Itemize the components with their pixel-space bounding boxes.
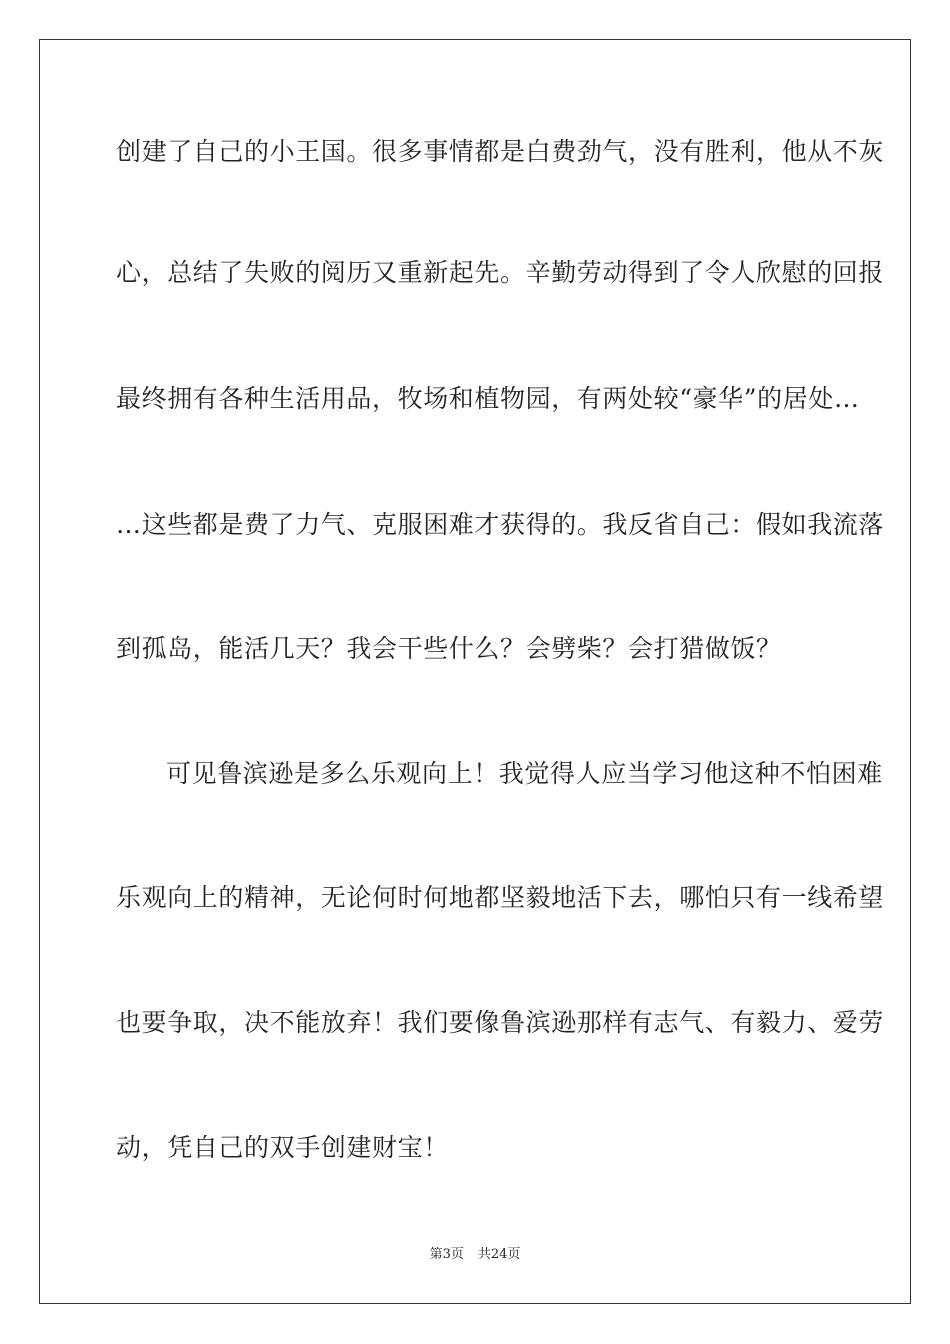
page-number: 第3页 [429,1247,464,1262]
paragraph-line: …这些都是费了力气、克服困难才获得的。我反省自己：假如我流落 [116,510,885,539]
page-footer [0,1246,950,1264]
page-border [39,39,911,1304]
paragraph-line: 创建了自己的小王国。很多事情都是白费劲气，没有胜利，他从不灰 [116,137,885,166]
paragraph-line: 最终拥有各种生活用品，牧场和植物园，有两处较“豪华”的居处… [116,384,860,413]
page-total: 共24页 [477,1247,521,1262]
paragraph-line: 也要争取，决不能放弃！我们要像鲁滨逊那样有志气、有毅力、爱劳 [116,1008,885,1037]
paragraph-line: 乐观向上的精神，无论何时何地都坚毅地活下去，哪怕只有一线希望 [116,883,885,912]
paragraph-line: 到孤岛，能活几天？我会干些什么？会劈柴？会打猎做饭？ [116,634,782,663]
paragraph-line: 动，凭自己的双手创建财宝！ [116,1133,449,1162]
paragraph-line: 可见鲁滨逊是多么乐观向上！我觉得人应当学习他这种不怕困难 [166,759,883,788]
paragraph-line: 心，总结了失败的阅历又重新起先。辛勤劳动得到了令人欣慰的回报 [116,258,885,287]
